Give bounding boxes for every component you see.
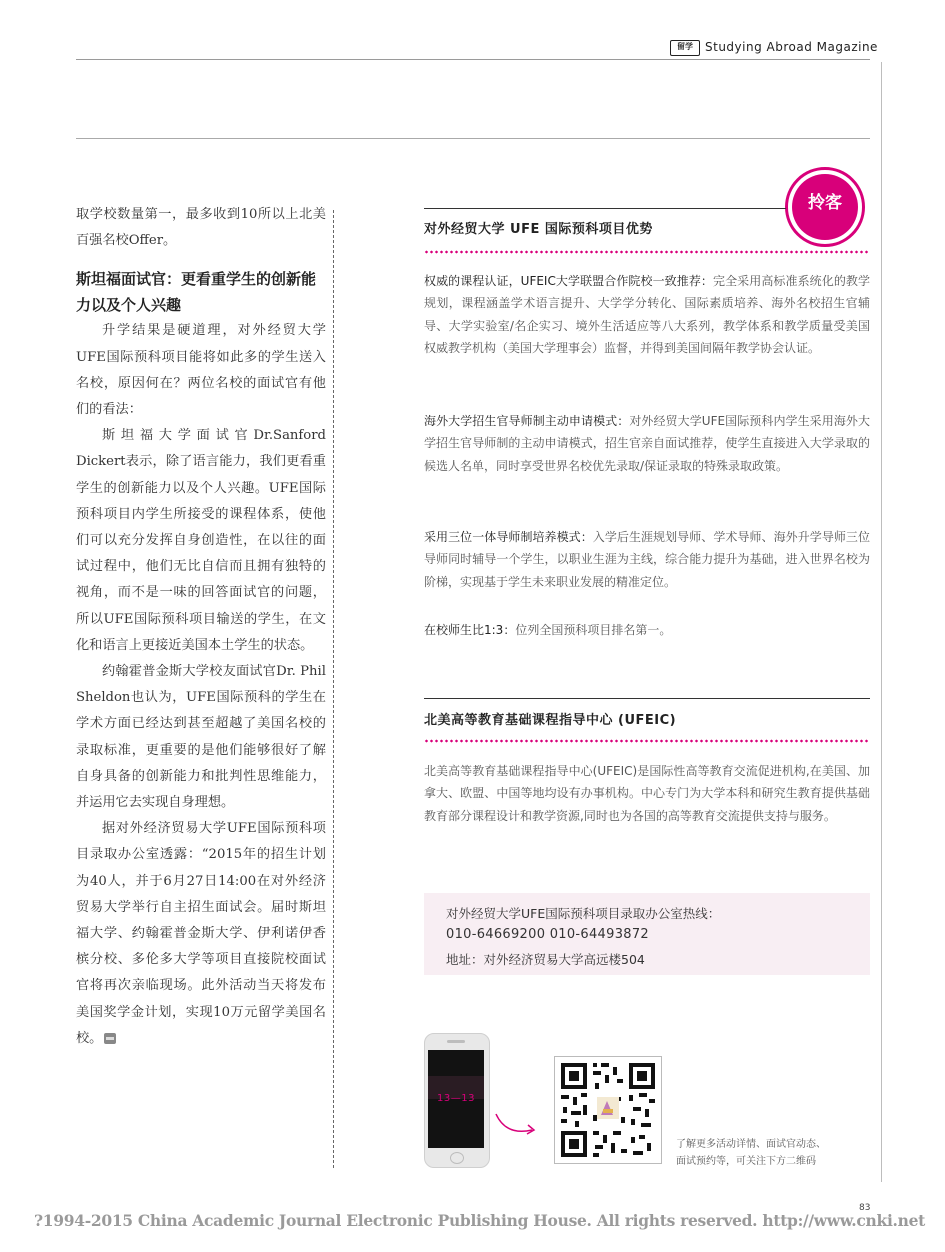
contact-box: [424, 893, 870, 975]
advantage-body: 完全采用高标准系统化的教学规划，课程涵盖学术语言提升、大学学分转化、国际素质培养、海外名校招生官辅导、大学实验室/名企实习、境外生活适应等八大系列，教学体系和教学质量受美国权威教学机构（美国大学理事会）监督，并得到美国间隔年教学协会认证。: [424, 274, 870, 356]
hotline-label: 对外经贸大学UFE国际预科项目录取办公室热线：: [446, 906, 721, 921]
ufeic-rule: [424, 698, 870, 699]
advantage-item: [424, 619, 870, 641]
ufeic-title: 北美高等教育基础课程指导中心 (UFEIC): [424, 713, 677, 728]
header-rule: [76, 59, 870, 60]
advantages-title: 对外经贸大学 UFE 国际预科项目优势: [424, 222, 653, 237]
advantage-body: 对外经贸大学UFE国际预科内学生采用海外大学招生官导师制的主动申请模式，招生官亲自面试推荐，使学生直接进入大学录取的候选人名单，同时享受世界名校优先录取/保证录取的特殊录取政策。: [424, 414, 870, 473]
advantage-body: 位列全国预科项目排名第一。: [515, 623, 672, 637]
page-number: 83: [859, 1203, 871, 1213]
body-paragraph-last: [76, 816, 326, 1052]
ufeic-body: 北美高等教育基础课程指导中心(UFEIC)是国际性高等教育交流促进机构,在美国、加拿大、欧盟、中国等地均设有办事机构。中心专门为大学本科和研究生教育提供基础教育部分课程设计和教学资源,同时也为各国的高等教育交流提供支持与服务。: [424, 764, 870, 823]
advantage-lead: 采用三位一体导师制培养模式：: [424, 530, 593, 544]
body-paragraph-text: 据对外经济贸易大学UFE国际预科项目录取办公室透露：“2015年的招生计划为40人，并于6月27日14:00在对外经济贸易大学举行自主招生面试会。届时斯坦福大学、约翰霍普金斯大学、伊利诺伊香槟分校、多伦多大学等项目直接院校面试官将再次亲临现场。此外活动当天将发布美国奖学金计划，实现10万元留学美国名校。: [76, 821, 326, 1046]
advantage-item: [424, 270, 870, 360]
advantages-dots: [424, 250, 870, 254]
phone-home-button: [450, 1152, 464, 1164]
address: 地址：对外经济贸易大学高远楼504: [446, 952, 645, 967]
magazine-logo: 留学: [670, 40, 700, 56]
ufeic-dots: [424, 739, 870, 743]
copyright-footer: ?1994-2015 China Academic Journal Electronic Publishing House. All rights reserved. http://www.cnki.net: [34, 1211, 926, 1230]
advantage-lead: 海外大学招生官导师制主动申请模式：: [424, 414, 630, 428]
intro-text: 取学校数量第一，最多收到10所以上北美百强名校Offer。: [76, 207, 326, 249]
body-paragraph: 斯坦福大学面试官Dr.Sanford Dickert表示，除了语言能力，我们更看重学生的创新能力以及个人兴趣。UFE国际预科项目内学生所接受的课程体系，使他们可以充分发挥自身创造性，在以往的面试过程中，他们无比自信而且拥有独特的视角，而不是一味的回答面试官的问题，所以UFE国际预科项目输送的学生，在文化和语言上更接近美国本土学生的状态。: [76, 428, 326, 653]
qr-caption-line1: 了解更多活动详情、面试官动态、: [676, 1139, 826, 1150]
phone-screen-text: 13—13: [437, 1093, 475, 1104]
advantages-rule: [424, 208, 786, 209]
advantage-lead: 在校师生比1:3：: [424, 623, 516, 637]
linke-badge: 拎客: [792, 174, 858, 240]
body-paragraph: 升学结果是硬道理，对外经贸大学UFE国际预科项目能将如此多的学生送入名校，原因何在？两位名校的面试官有他们的看法：: [76, 323, 326, 418]
qr-code[interactable]: [554, 1056, 662, 1164]
body-paragraph: 约翰霍普金斯大学校友面试官Dr. Phil Sheldon也认为，UFE国际预科的学生在学术方面已经达到甚至超越了美国名校的录取标准，更重要的是他们能够很好了解自身具备的创新能力和批判性思维能力，并运用它去实现自身理想。: [76, 664, 326, 811]
page-edge-rule: [881, 62, 882, 1182]
qr-caption-line2: 面试预约等，可关注下方二维码: [676, 1156, 816, 1167]
end-mark-icon: [104, 1033, 116, 1044]
arrow-icon: [492, 1110, 542, 1140]
hotline-numbers: 010-64669200 010-64493872: [446, 927, 649, 942]
advantage-body: 入学后生涯规划导师、学术导师、海外升学导师三位导师同时辅导一个学生，以职业生涯为主线，综合能力提升为基础，进入世界名校为阶梯，实现基于学生未来职业发展的精准定位。: [424, 530, 870, 589]
advantage-item: [424, 526, 870, 593]
left-column: [76, 202, 326, 1052]
phone-speaker: [447, 1040, 465, 1043]
magazine-title: Studying Abroad Magazine: [705, 40, 878, 54]
advantage-lead: 权威的课程认证，UFEIC大学联盟合作院校一致推荐：: [424, 274, 713, 288]
qr-code-icon: [555, 1057, 661, 1163]
header-rule-2: [76, 138, 870, 139]
column-divider: [333, 210, 334, 1168]
section-heading-stanford: 斯坦福面试官：更看重学生的创新能力以及个人兴趣: [76, 270, 317, 315]
advantage-item: [424, 410, 870, 477]
